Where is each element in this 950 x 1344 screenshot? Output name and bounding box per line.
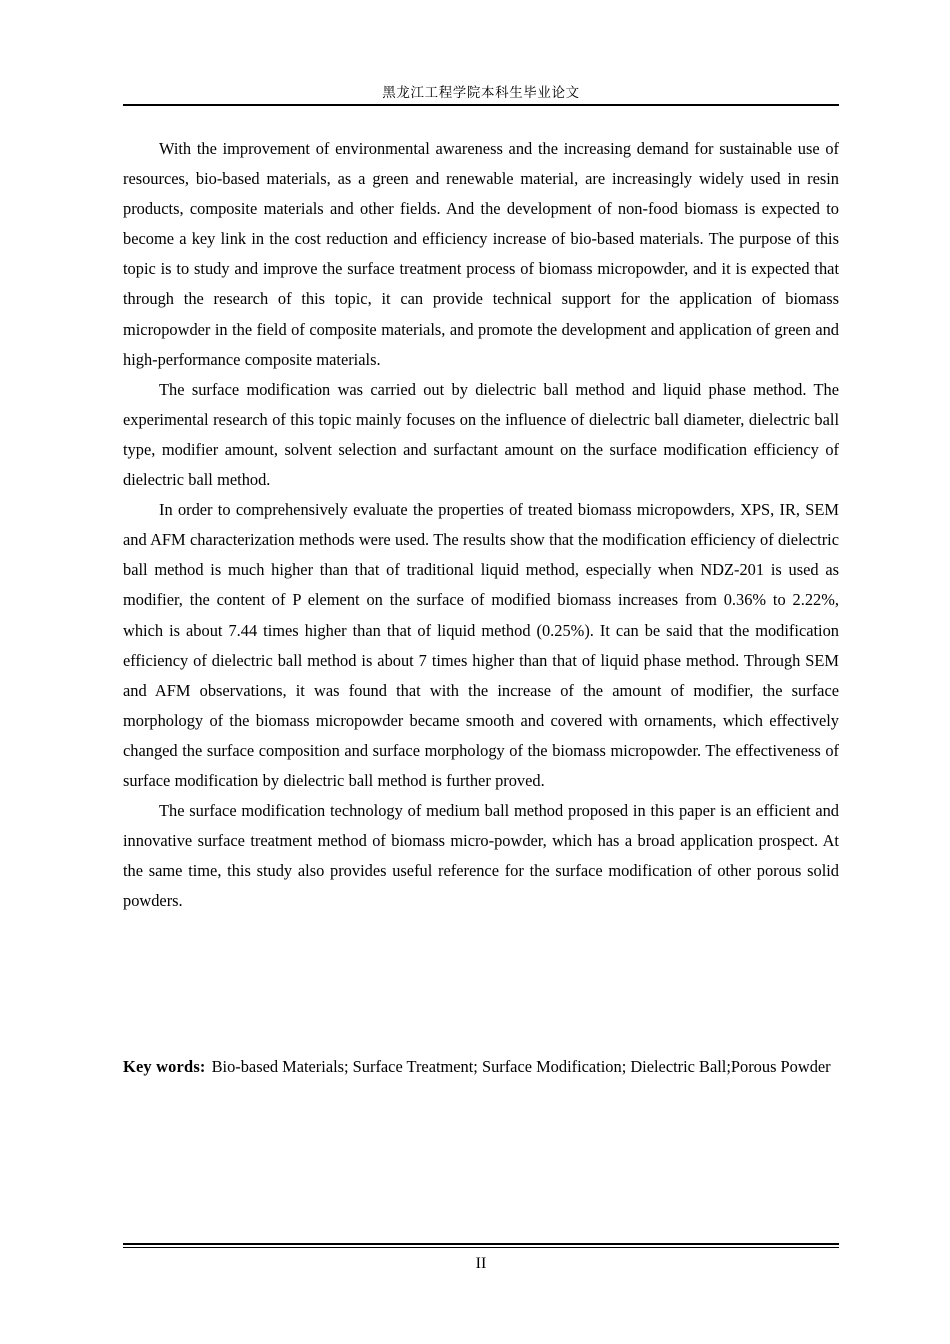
abstract-paragraph: In order to comprehensively evaluate the properties of treated biomass micropowders, XPS, IR, SEM and AFM characterization methods were used. The results show that the modification efficiency of dielectric ball method is much higher than that of traditional liquid method, especially when NDZ-201 is used as modifier, the content of P element on the surface of modified biomass increases from 0.36% to 2.22%, which is about 7.44 times higher than that of liquid method (0.25%). It can be said that the modification efficiency of dielectric ball method is about 7 times higher than that of liquid phase method. Through SEM and AFM observations, it was found that with the increase of the amount of modifier, the surface morphology of the biomass micropowder became smooth and covered with ornaments, which effectively changed the surface composition and surface morphology of the biomass micropowder. The effectiveness of surface modification by dielectric ball method is further proved. [123, 500, 839, 790]
abstract-paragraph: With the improvement of environmental awareness and the increasing demand for sustainable use of resources, bio-based materials, as a green and renewable material, are increasingly widely used in resin products, composite materials and other fields. And the development of non-food biomass is expected to become a key link in the cost reduction and efficiency increase of bio-based materials. The purpose of this topic is to study and improve the surface treatment process of biomass micropowder, and it is expected that through the research of this topic, it can provide technical support for the application of biomass micropowder in the field of composite materials, and promote the development and application of green and high-performance composite materials. [123, 139, 839, 369]
header-divider-rule [123, 104, 839, 106]
running-footer [123, 1243, 839, 1275]
running-header [123, 84, 839, 106]
keywords-block [123, 1052, 950, 1082]
abstract-body [123, 134, 839, 916]
abstract-paragraph: The surface modification technology of medium ball method proposed in this paper is an efficient and innovative surface treatment method of biomass micro-powder, which has a broad application prospect. At the same time, this study also provides useful reference for the surface modification of other porous solid powders. [123, 801, 839, 911]
footer-divider-rule-thick [123, 1243, 839, 1245]
keywords-label: Key words: [123, 1057, 206, 1076]
footer-divider-rule-thin [123, 1247, 839, 1248]
page-number: II [475, 1254, 487, 1272]
abstract-paragraph: The surface modification was carried out by dielectric ball method and liquid phase method. The experimental research of this topic mainly focuses on the influence of dielectric ball diameter, dielectric ball type, modifier amount, solvent selection and surfactant amount on the surface modification efficiency of dielectric ball method. [123, 379, 839, 490]
keywords-value: Bio-based Materials; Surface Treatment; Surface Modification; Dielectric Ball;Porous Powder [211, 1057, 831, 1076]
running-header-title: 黑龙江工程学院本科生毕业论文 [382, 85, 580, 101]
